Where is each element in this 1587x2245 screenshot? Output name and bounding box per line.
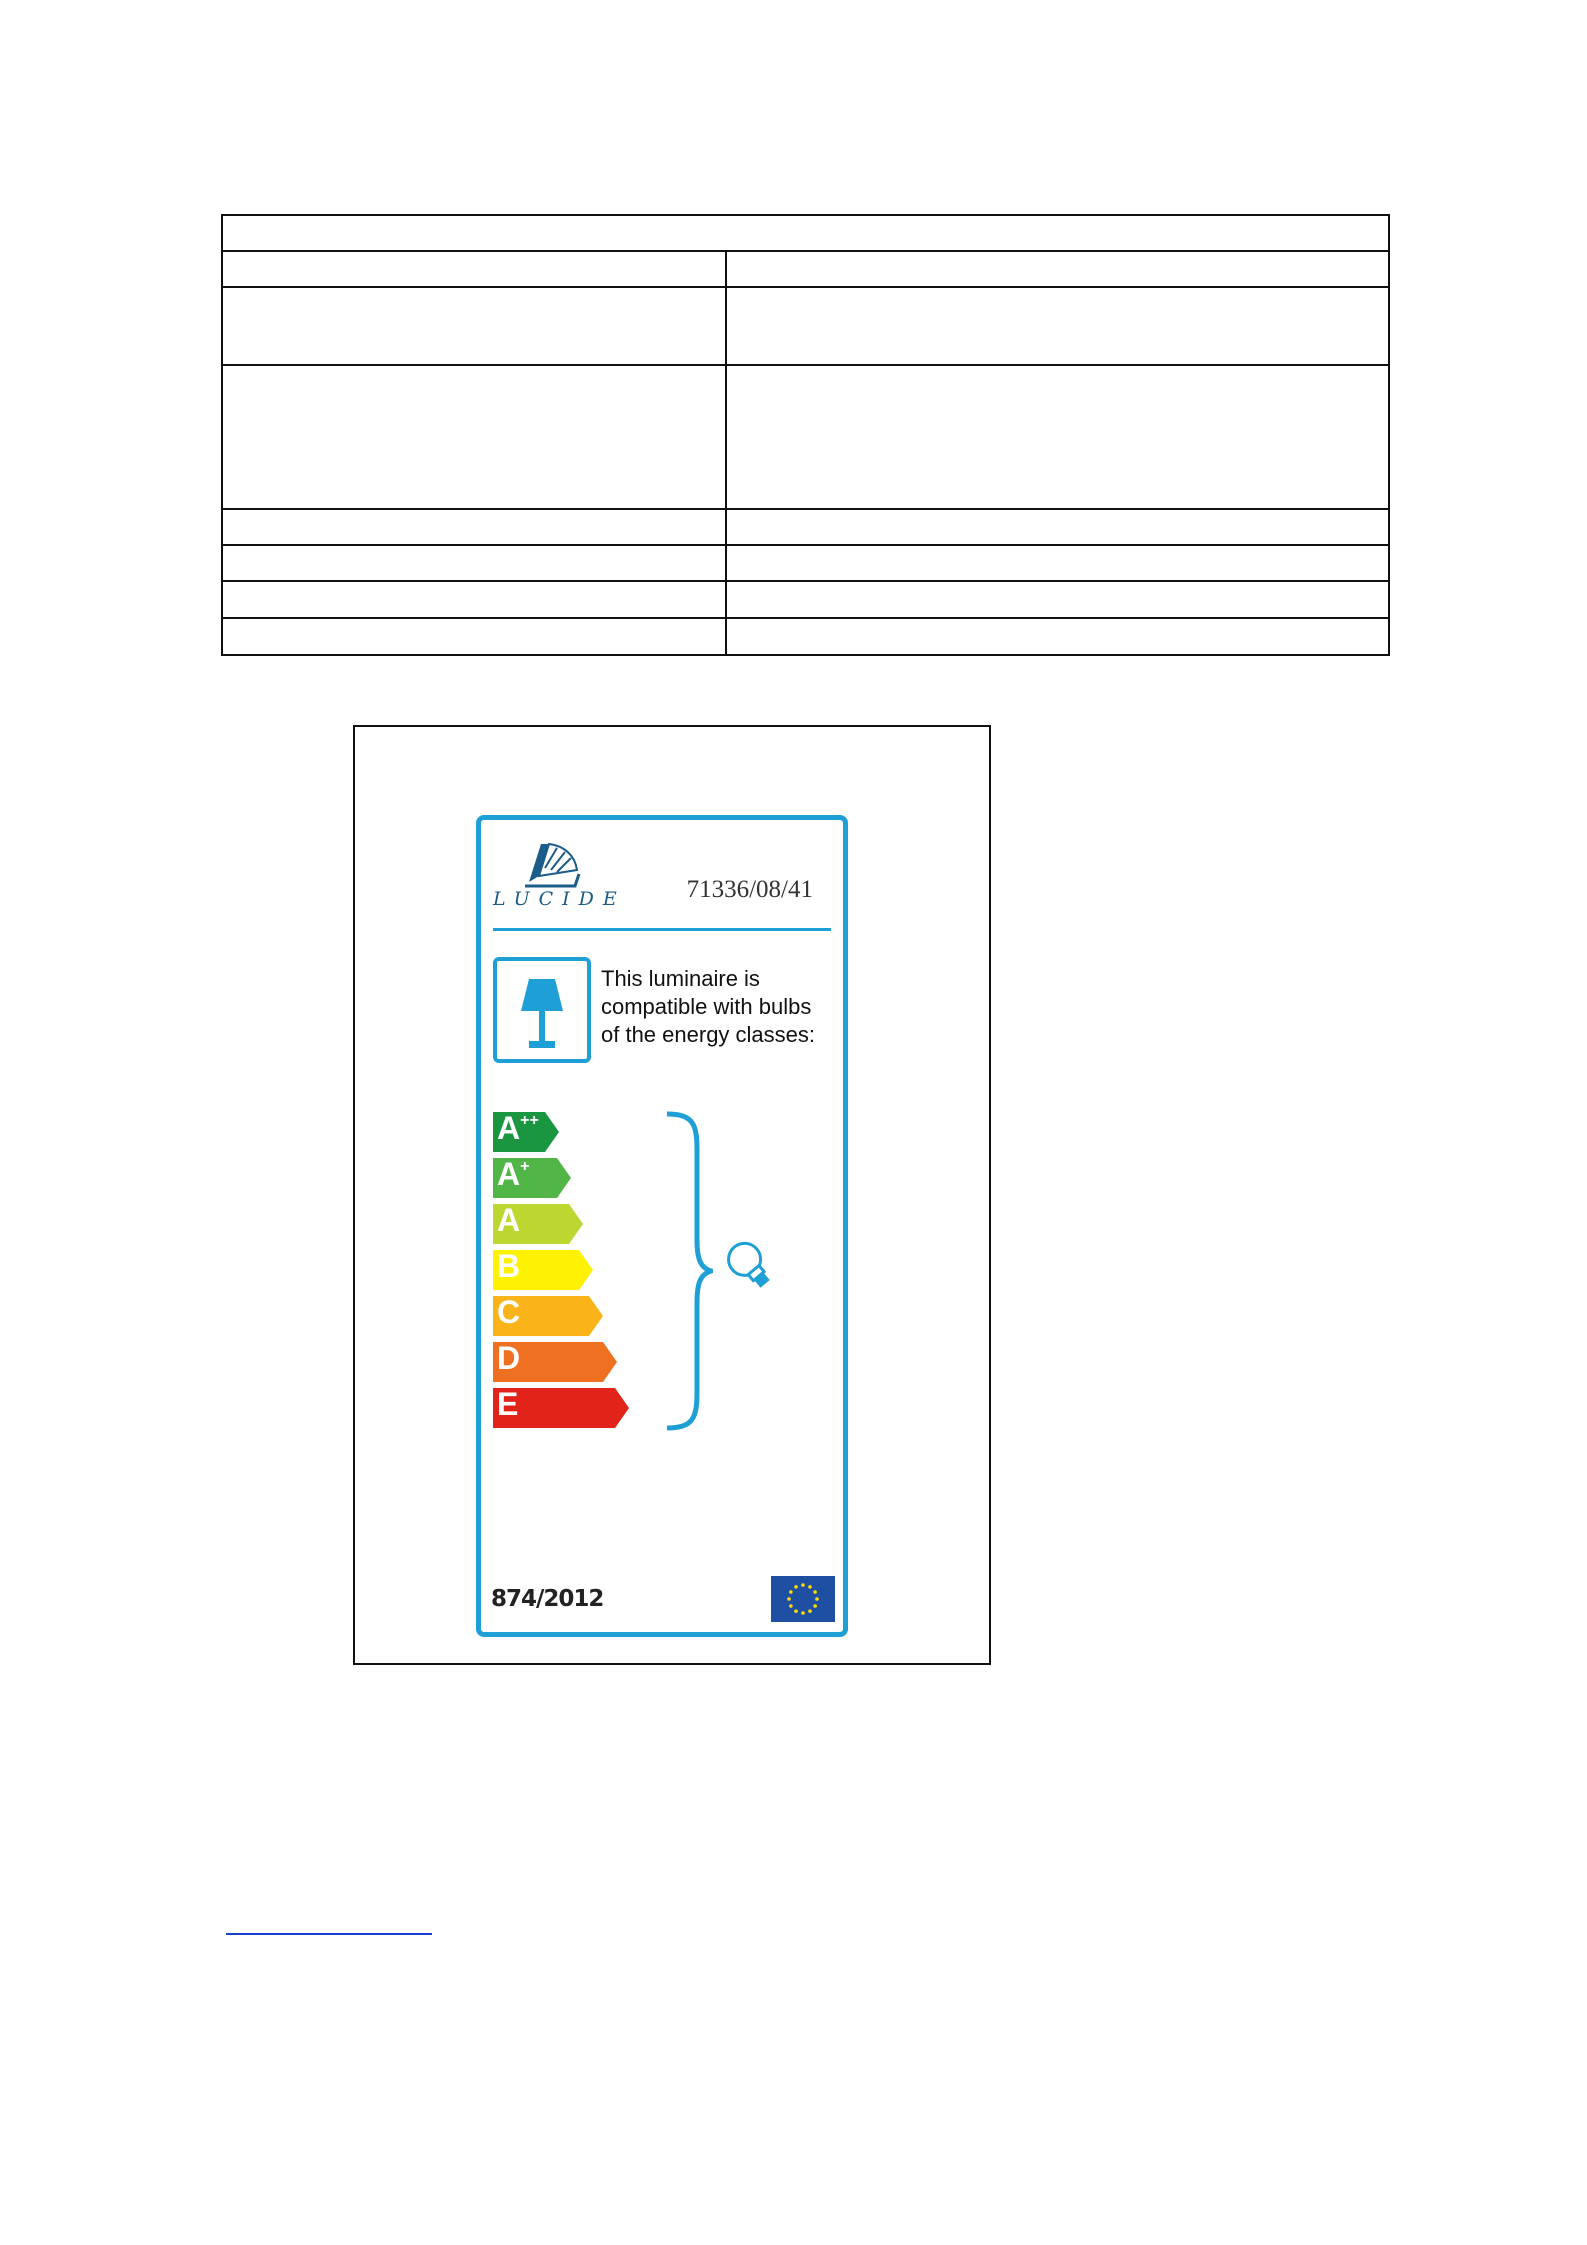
energy-class-label: A (497, 1202, 521, 1238)
energy-class-arrow (493, 1296, 629, 1336)
table-cell (726, 509, 1389, 545)
brand-wordmark: LUCIDE (493, 888, 626, 910)
spec-table (221, 214, 1390, 656)
table-cell (222, 545, 726, 581)
eu-star (794, 1609, 798, 1613)
table-cell (726, 251, 1389, 287)
curly-brace-icon (663, 1110, 713, 1432)
energy-class-arrow (493, 1388, 629, 1428)
energy-class-arrow (493, 1112, 629, 1152)
table-cell (222, 509, 726, 545)
eu-star (813, 1590, 817, 1594)
divider (493, 928, 831, 931)
energy-class-label: D (497, 1340, 521, 1376)
eu-star (801, 1611, 805, 1615)
energy-class-label: E (497, 1386, 519, 1422)
eu-star (801, 1583, 805, 1587)
compatibility-text (601, 965, 841, 1049)
table-cell (222, 581, 726, 618)
table-cell (222, 287, 726, 365)
table-cell (726, 618, 1389, 655)
table-cell (726, 287, 1389, 365)
hyperlink-underline[interactable] (226, 1933, 432, 1935)
compatibility-line: This luminaire is (601, 966, 760, 991)
eu-flag-icon (771, 1576, 835, 1622)
model-number: 71336/08/41 (686, 876, 813, 903)
eu-star (808, 1609, 812, 1613)
table-cell (222, 365, 726, 509)
regulation-number: 874/2012 (491, 1586, 604, 1612)
energy-class-label: B (497, 1248, 521, 1284)
energy-class-label: A++ (497, 1110, 539, 1146)
eu-star (815, 1597, 819, 1601)
table-lamp-icon (497, 961, 587, 1059)
energy-label (476, 815, 848, 1637)
table-cell (726, 581, 1389, 618)
eu-star (794, 1585, 798, 1589)
eu-star (789, 1590, 793, 1594)
energy-class-label: A+ (497, 1156, 530, 1192)
eu-star (787, 1597, 791, 1601)
eu-star (813, 1604, 817, 1608)
table-cell (222, 618, 726, 655)
table-cell (222, 251, 726, 287)
table-cell (726, 365, 1389, 509)
energy-class-arrow (493, 1204, 629, 1244)
table-cell (726, 545, 1389, 581)
energy-class-arrow (493, 1158, 629, 1198)
light-bulb-icon (721, 1235, 781, 1299)
lamp-box (493, 957, 591, 1063)
eu-star (808, 1585, 812, 1589)
eu-star (789, 1604, 793, 1608)
energy-class-arrow (493, 1342, 629, 1382)
energy-class-list (493, 1112, 629, 1434)
energy-class-arrow (493, 1250, 629, 1290)
compatibility-line: of the energy classes: (601, 1022, 816, 1047)
compatibility-line: compatible with bulbs (601, 994, 812, 1019)
energy-class-label: C (497, 1294, 521, 1330)
table-header-cell (222, 215, 1389, 251)
